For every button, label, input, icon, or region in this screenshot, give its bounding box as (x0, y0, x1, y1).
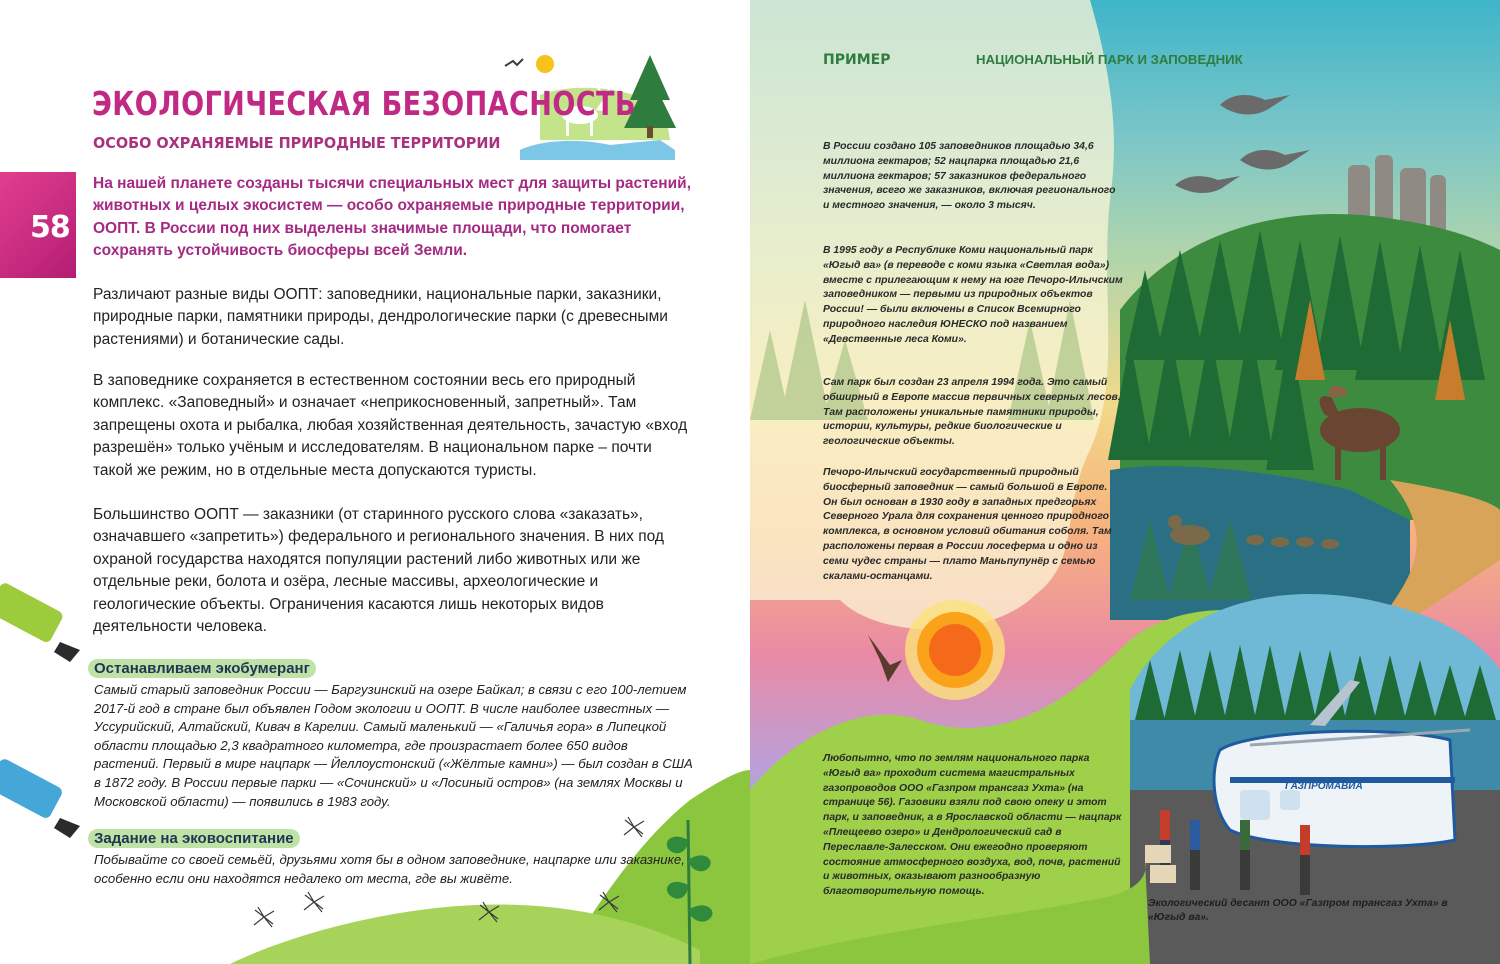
goose-icon (1175, 95, 1310, 193)
sun-icon (536, 55, 554, 73)
sun-icon (905, 600, 1005, 700)
section-heading-ecoboomerang: Останавливаем экобумеранг (88, 659, 316, 678)
bird-icon (505, 59, 523, 66)
right-page-heading: НАЦИОНАЛЬНЫЙ ПАРК И ЗАПОВЕДНИК (976, 52, 1243, 67)
body-paragraph-2: В заповеднике сохраняется в естественном состоянии весь его природный комплекс. «Заповедный» и означает «неприкосновенный, запретный». Там запрещены охота и рыбалка, любая хозяйственная деятельность, зачастую «вход разрешён» только учёным и исследователям. В национальном парке – почти такой же режим, но в отдельные места допускаются туристы. (93, 372, 688, 479)
fact-gazprom: Любопытно, что по землям национального парка «Югыд ва» проходит система магистральных газопроводов ООО «Газпром трансгаз Ухта» (на странице 56). Газовики взяли под свою опеку и этот парк, и заповедник, а в Ярославской области — нацпарк «Плещеево озеро» и Дендрологический сад в Переславле-Залесском. Они ежегодно проверяют состояние атмосферного воздуха, вод, почв, растений и животных, оказывают разнообразную благотворительную помощь. (823, 753, 1122, 898)
highlighter-icon (0, 581, 80, 662)
photo-caption: Экологический десант ООО «Газпром трансгаз Ухта» в «Югыд ва». (1148, 898, 1448, 923)
helicopter-label: ГАЗПРОМАВИА (1285, 781, 1363, 792)
page-subtitle: ОСОБО ОХРАНЯЕМЫЕ ПРИРОДНЫЕ ТЕРРИТОРИИ (93, 134, 501, 152)
section-text-ecoboomerang: Самый старый заповедник России — Баргузинский на озере Байкал; в связи с его 100-летием 2017-й год в стране был объявлен Годом экологии и ООПТ. В числе наиболее известных — Уссурийский, Алтайский, Кивач в Карелии. Самый маленький — «Галичья гора» в Липецкой области площадью 2,3 квадратного километра, где произрастает более 650 видов растений. Первый в мире нацпарк — Йеллоустонский («Жёлтые камни») — был создан в США в 1872 году. В России первые парки — «Сочинский» и «Лосиный остров» (на землях Москвы и Московской области) — появились в 1983 году. (94, 682, 693, 809)
section-heading-task: Задание на эковоспитание (88, 829, 300, 848)
fact-pechoro-ilych: Печоро-Илычский государственный природный биосферный заповедник — самый большой в Европе. Он был основан в 1930 году в западных предгорьях Северного Урала для сохранения ценного природного комплекса, в основном условий обитания соболя. Там расположены первая в России лосеферма и одно из семи чудес страны — плато Маньпупунёр с семью скалами-останцами. (823, 467, 1112, 582)
page-title: ЭКОЛОГИЧЕСКАЯ БЕЗОПАСНОСТЬ (92, 84, 636, 123)
lead-paragraph: На нашей планете созданы тысячи специальных мест для защиты растений, животных и целых экосистем — особо охраняемые природные территории, ООПТ. В России под них выделены значимые площади, что помогает сохранять устойчивость биосферы всей Земли. (93, 175, 692, 260)
section-text-task: Побывайте со своей семьёй, друзьями хотя бы в одном заповеднике, нацпарке или заказнике, особенно если они находятся недалеко от места, где вы живёте. (94, 852, 685, 886)
page-number: 58 (30, 210, 70, 245)
fact-park-founded: Сам парк был создан 23 апреля 1994 года. Это самый обширный в Европе массив первичных северных лесов. Там расположены уникальные памятники природы, истории, культуры, редкие биологические и геологические объекты. (823, 377, 1121, 448)
example-label: ПРИМЕР (823, 52, 891, 68)
right-page (750, 0, 1500, 964)
highlighter-icon (0, 757, 80, 838)
fact-reserves-count: В России создано 105 заповедников площадью 34,6 миллиона гектаров; 52 нацпарка площадью 21,6 миллиона гектаров; 57 заказников федерального значения, всего же заказников, включая регионального и местного значения, — около 3 тысяч. (823, 141, 1116, 212)
body-paragraph-1: Различают разные виды ООПТ: заповедники, национальные парки, заказники, природные парки, памятники природы, дендрологические парки (с древесными растениями) и ботанические сады. (93, 286, 668, 348)
fact-yugyd-va-unesco: В 1995 году в Республике Коми национальный парк «Югыд ва» (в переводе с коми языка «Светлая вода») вместе с прилегающим к нему на юге Печоро-Илычским заповедником — первыми из природных объектов России! — были включены в Список Всемирного природного наследия ЮНЕСКО под названием «Девственные леса Коми». (823, 245, 1123, 345)
body-paragraph-3: Большинство ООПТ — заказники (от старинного русского слова «заказать», означавшего «запретить») федерального и регионального значения. В них под охраной государства находятся популяции растений либо животных или же отдельные реки, болота и озёра, лесные массивы, археологические и геологические объекты. Ограничения касаются лишь некоторых видов деятельности человека. (93, 506, 664, 636)
eagle-icon (868, 635, 902, 682)
